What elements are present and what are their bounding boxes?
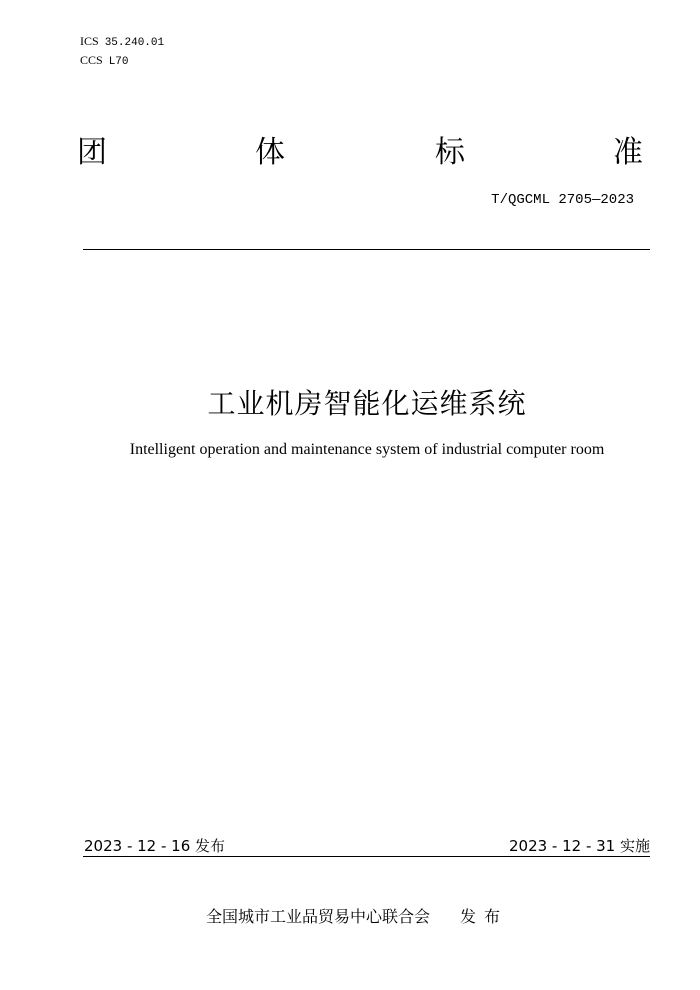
category-char-3: 标 bbox=[435, 135, 465, 170]
ccs-value: L70 bbox=[108, 56, 129, 68]
standard-number: T/QGCML 2705—2023 bbox=[491, 192, 634, 208]
issuer-name: 全国城市工业品贸易中心联合会 bbox=[206, 907, 431, 926]
category-char-1: 团 bbox=[77, 135, 107, 170]
ccs-label: CCS bbox=[80, 53, 103, 67]
title-english: Intelligent operation and maintenance system of industrial computer room bbox=[129, 441, 605, 458]
category-char-4: 准 bbox=[613, 135, 643, 170]
ccs-line bbox=[80, 53, 129, 69]
ics-label: ICS bbox=[80, 34, 99, 48]
issuer-line bbox=[206, 904, 508, 927]
header-divider bbox=[83, 249, 650, 250]
category-char-2: 体 bbox=[255, 135, 285, 170]
title-chinese: 工业机房智能化运维系统 bbox=[207, 387, 527, 420]
ics-line bbox=[80, 34, 164, 50]
issuer-action: 发布 bbox=[460, 907, 509, 926]
ics-value: 35.240.01 bbox=[104, 37, 165, 49]
implementation-date: 2023 - 12 - 31 实施 bbox=[508, 837, 650, 855]
footer-divider bbox=[83, 856, 650, 857]
release-date: 2023 - 12 - 16 发布 bbox=[84, 837, 226, 855]
